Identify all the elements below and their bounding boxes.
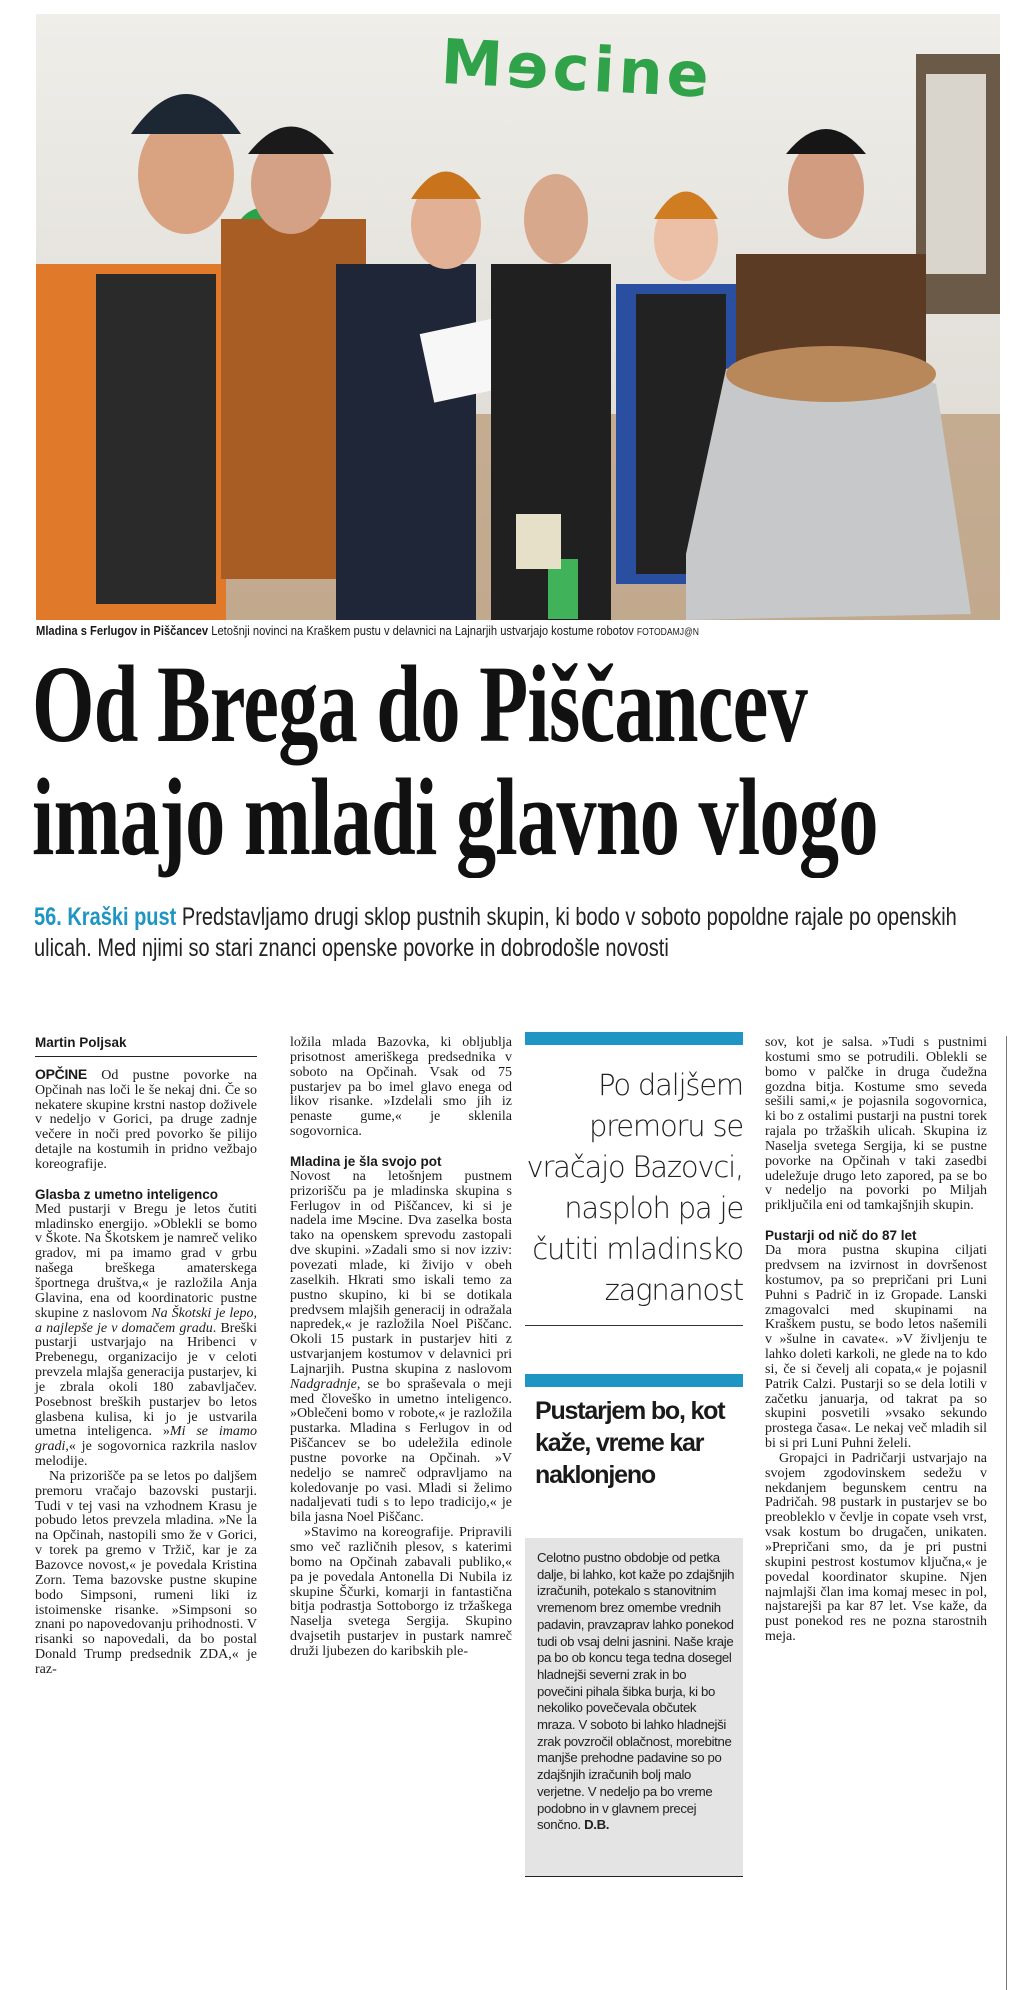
article-deck	[34, 902, 994, 964]
deck-text: Predstavljamo drugi sklop pustnih skupin, ki bodo v soboto popoldne rajale po openskih ulicah. Med njimi so stari znanci openske povorke in dobrodošle novosti	[34, 903, 957, 962]
paragraph	[290, 1036, 512, 1140]
paragraph	[765, 1452, 987, 1645]
italic-title: Mi se imamo gradi	[35, 1424, 258, 1455]
sidebar	[525, 1032, 743, 1491]
pull-quote-line: zagnanost	[604, 1273, 743, 1307]
dateline: OPČINE	[35, 1065, 87, 1082]
pull-quote-line: vračajo Bazovci,	[526, 1150, 743, 1184]
column-rule	[1006, 1036, 1007, 1990]
article-headline	[32, 643, 1024, 878]
headline-line-2: imajo mladi glavno vlogo	[32, 756, 878, 878]
text-run: ,« je sogovornica razkrila naslov melodije.	[35, 1439, 257, 1470]
subheading: Pustarji od nič do 87 let	[765, 1228, 917, 1244]
pull-quote-line: nasploh pa je	[564, 1191, 743, 1225]
subheading: Mladina je šla svojo pot	[290, 1153, 442, 1169]
text-run: Od pustne povorke na Opčinah nas loči le še nekaj dni. Če so nekatere skupine krstni nastop doživele v nedeljo v Gorici, pa druge zadnje večere in noči pred povorko še pilijo detajle na kostumih in pridno vežbajo koreografije.	[35, 1067, 257, 1172]
caption-text: Letošnji novinci na Kraškem pustu v delavnici na Lajnarjih ustvarjajo kostume robotov	[211, 623, 634, 638]
text-run: Na prizorišče pa se letos po daljšem premoru vračajo bazovski pustarji. Tudi v tej vasi na vzhodnem Krasu je pobudo letos prevzela mladina. »Ne la na Opčinah, nastopili smo že v Gorici, v torek pa gremo v Tržič, kar je za Bazovce novost,« je povedala Kristina Zorn. Tema bazovske pustne skupine bodo Simpsoni, rumeni liki iz istoimenske risanke. »Simpsoni so znani po napovedovanju prihodnosti. V risanki so napovedali, da bo postal Donald Trump predsednik ZDA,« je raz-	[35, 1468, 257, 1677]
photo-caption	[36, 623, 879, 638]
text-run: Gropajci in Padričarji ustvarjajo na svojem zgodovinskem sedežu v nekdanjem begunskem centru na Padričah. 98 pustark in pustarjev se bo preobleklo v čevlje in copate vseh vrst, vsak kostum bo drugačen, unikaten. »Prepričani smo, da je pri pustni skupini pestrost kostumov ključna,« je povedal koordinator skupine. Njen najmlajši član ima komaj mesec in pol, najstarejši pa kar 87 let. Vse kaže, da pust ponekod res ne pozna starostnih meja.	[765, 1450, 987, 1645]
accent-bar	[525, 1032, 743, 1045]
paragraph	[290, 1526, 512, 1660]
deck-kicker: 56. Kraški pust	[34, 903, 177, 931]
byline: Martin Poljsak	[35, 1036, 257, 1057]
text-run: ložila mlada Bazovka, ki obljublja prisotnost ameriškega predsednika v soboto na Opčinah. Vsak od 75 pustarjev pa bo imel glavo enega od likov risanke. »Izdelali smo jih iz penaste gume,« je sklenila sogovornica.	[290, 1035, 512, 1140]
paragraph	[290, 1170, 512, 1526]
weather-box	[525, 1538, 743, 1877]
subheading: Glasba z umetno inteligenco	[35, 1186, 219, 1202]
paragraph	[35, 1203, 257, 1470]
paragraph	[35, 1470, 257, 1678]
text-run: »Stavimo na koreografije. Pripravili smo več različnih plesov, s katerimi bomo na Opčinah zabavali publiko,« pa je povedala Antonella Di Nubila iz skupine Ščurki, komarji in fantastična bitja podrastja Sottoborgo iz tržaškega Naselja svetega Sergija. Skupino dvajsetih pustarjev in pustark namreč druži ljubezen do karibskih ple-	[290, 1525, 512, 1659]
pull-quote	[525, 1065, 743, 1311]
accent-bar	[525, 1374, 743, 1387]
wall-lettering: Mɘcine	[439, 24, 715, 113]
article-column-2	[290, 1036, 512, 1660]
pull-quote-line: Po daljšem	[598, 1068, 743, 1102]
italic-title: Na Škotski je lepo, a najlepše je v domačem gradu	[35, 1305, 257, 1336]
weather-box-signature: D.B.	[584, 1817, 610, 1833]
italic-title: Nadgradnje	[290, 1376, 357, 1392]
text-run: Novost na letošnjem pustnem prizorišču pa je mladinska skupina s Ferlugov in od Piščancev, ki si je nadela ime Mɘcine. Dva zaselka bosta tako na openskem sprevodu zastopali dve skupini. »Zadali smo si nov izziv: povezati mlade, ki živijo v obeh zaselkih. Hkrati smo iskali temo za pustno skupino, ki bi se dotikala predvsem mlajših generacij in odražala napredek,« je razložila Noel Piščanc. Okoli 15 pustark in pustarjev hiti z ustvarjanjem kostumov v delavnici pri Lajnarjih. Pustna skupina z naslovom	[290, 1168, 512, 1377]
text-run: , se bo spraševala o meji med človeško in umetno inteligenco. »Oblečeni bomo v robote,« je razložila pustarka. Mladina s Ferlugov in od Piščancev se bo udeležila edinole pustne povorke na Opčinah. »V nedeljo se namreč odpravljamo na koledovanje po vasi. Mladi si želimo nadaljevati tudi s to lepo tradicijo,« je bila jasna Noel Piščanc.	[290, 1376, 512, 1526]
article-photo	[36, 14, 1000, 620]
weather-box-title: Pustarjem bo, kot kaže, vreme kar naklonjeno	[535, 1397, 725, 1489]
paragraph	[765, 1036, 987, 1214]
caption-title: Mladina s Ferlugov in Piščancev	[36, 623, 209, 638]
photo-credit: FOTODAMJ@N	[636, 627, 700, 638]
weather-box-text: Celotno pustno obdobje od petka dalje, bi lahko, kot kaže po zdajšnjih izračunih, potekalo s stanovitnim vremenom brez omembe vrednih padavin, pravzaprav lahko ponekod tudi ob vsaj delni jasnini. Naše kraje pa bo ob koncu tega tedna dosegel hladnejši severni zrak in bo povečini pihala šibka burja, ki bo nekoliko povečevala občutek mraza. V soboto bi lahko hladnejši zrak povzročil oblačnost, morebitne manjše prehodne padavine so po zdajšnjih izračunih bolj malo verjetne. V nedeljo pa bo vreme podobno in v glavnem precej sončno.	[537, 1550, 735, 1833]
text-run: Da mora pustna skupina ciljati predvsem na izvirnost in dovršenost kostumov, pa so prepričani pri Luni Puhni s Padrič in iz Gropade. Lanski zmagovalci med skupinami na Kraškem pustu, se bodo letos našemili v »šulne in cavate«. »V življenju te lahko doleti karkoli, ne glede na to kdo si, če si čevelj ali copata,« je pojasnil Patrik Calzi. Pustarji so se dela lotili v začetku januarja, od takrat pa so skupini posvetili »vsako sekundo prostega časa«. Le nekaj več mladih sil bi si pri Luni Puhni želeli.	[765, 1243, 987, 1452]
text-run: . Breški pustarji ustvarjajo na Hribenci v Prebenegu, organizacijo je v celoti prevzela mlajša generacija pustarjev, ki je zbrala okoli 180 zabavljačev. Posebnost breških pustarjev bo letos glasbena kulisa, ki jo je ustvarila umetna inteligenca. »	[35, 1320, 257, 1440]
headline-line-1: Od Brega do Piščancev	[32, 643, 808, 765]
pull-quote-line: premoru se	[589, 1109, 743, 1143]
article-column-1	[35, 1036, 257, 1678]
text-run: sov, kot je salsa. »Tudi s pustnimi kostumi smo se potrudili. Oblekli se bomo v palčke in druga čudežna gozdna bitja. Kostume smo seveda sešili sami,« je pojasnila sogovornica, ki bo z ostalimi pustarji na pustni torek rajala po tržaških ulicah. Skupina iz Naselja svetega Sergija, ki se pustne povorke na Opčinah v taki zasedbi udeležuje drugo leto zapored, pa se bo v nedeljo na povorki po Miljah priključila eni od tamkajšnjih skupin.	[765, 1035, 987, 1214]
paragraph	[35, 1067, 257, 1173]
pull-quote-line: čutiti mladinsko	[532, 1232, 743, 1266]
paragraph	[765, 1244, 987, 1452]
photo-illustration	[36, 14, 1000, 620]
text-run: Med pustarji v Bregu je letos čutiti mladinsko energijo. »Oblekli se bomo v Škote. Na Škotskem je namreč veliko gradov, mi pa imamo grad v grbu našega breškega amaterskega športnega društva,« je razložila Anja Glavina, ena od koordinatoric pustne skupine z naslovom	[35, 1201, 257, 1321]
article-column-3	[765, 1036, 987, 1645]
